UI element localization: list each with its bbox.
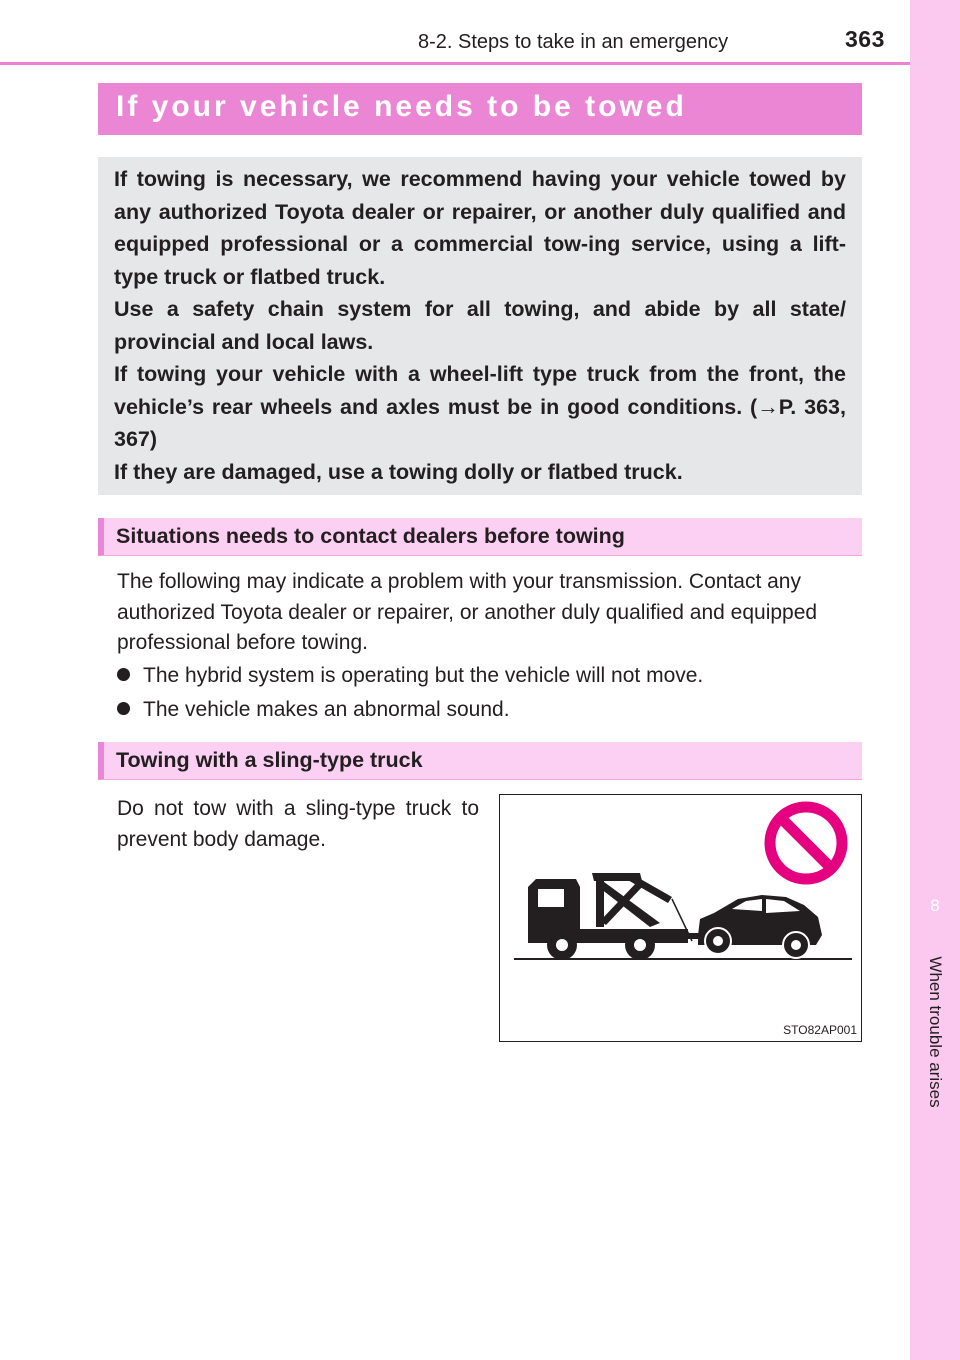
header-divider	[0, 62, 910, 65]
bullet-dot-icon	[117, 702, 130, 715]
bullet-dot-icon	[117, 668, 130, 681]
towing-illustration	[499, 794, 862, 1042]
info-paragraph: If towing is necessary, we recommend having your vehicle towed by any authorized Toyota dealer or repairer, or another duly qualified and equipped professional or a commercial tow-ing service, using a lift-type truck or flatbed truck.	[114, 167, 846, 289]
main-title: If your vehicle needs to be towed	[116, 90, 687, 123]
info-paragraph: If towing your vehicle with a wheel-lift type truck from the front, the vehicle’s rear wheels and axles must be in good conditions. (→P. 363, 367)	[114, 362, 846, 451]
truck-hub	[634, 939, 646, 951]
car-hub	[791, 940, 801, 950]
page-number: 363	[845, 26, 885, 52]
dealers-section-text: The following may indicate a problem with your transmission. Contact any authorized Toyota dealer or repairer, or another duly qualified and equipped professional before towing.	[117, 570, 818, 654]
info-paragraph: Use a safety chain system for all towing, and abide by all state/ provincial and local laws.	[114, 297, 846, 354]
section-header: 8-2. Steps to take in an emergency	[418, 31, 729, 53]
dealers-section-title: Situations needs to contact dealers before towing	[116, 524, 625, 548]
car-hub	[713, 936, 723, 946]
info-paragraph: If they are damaged, use a towing dolly or flatbed truck.	[114, 459, 683, 484]
chapter-title: When trouble arises	[926, 956, 945, 1108]
bullet-text: The vehicle makes an abnormal sound.	[143, 698, 510, 721]
sling-tow-truck-illustration	[500, 795, 861, 1041]
sling-section-title: Towing with a sling-type truck	[116, 748, 423, 772]
truck-hub	[556, 939, 568, 951]
bullet-item	[117, 698, 510, 722]
prohibition-icon	[770, 807, 842, 879]
info-box-text	[114, 163, 846, 488]
chapter-side-tab	[910, 0, 960, 1360]
chapter-number: 8	[930, 896, 940, 915]
bullet-item	[117, 664, 703, 688]
figure-code: STO82AP001	[783, 1023, 857, 1037]
sling-section-text: Do not tow with a sling-type truck to prevent body damage.	[117, 797, 479, 851]
bullet-text: The hybrid system is operating but the vehicle will not move.	[143, 664, 704, 687]
truck-window	[538, 889, 564, 907]
